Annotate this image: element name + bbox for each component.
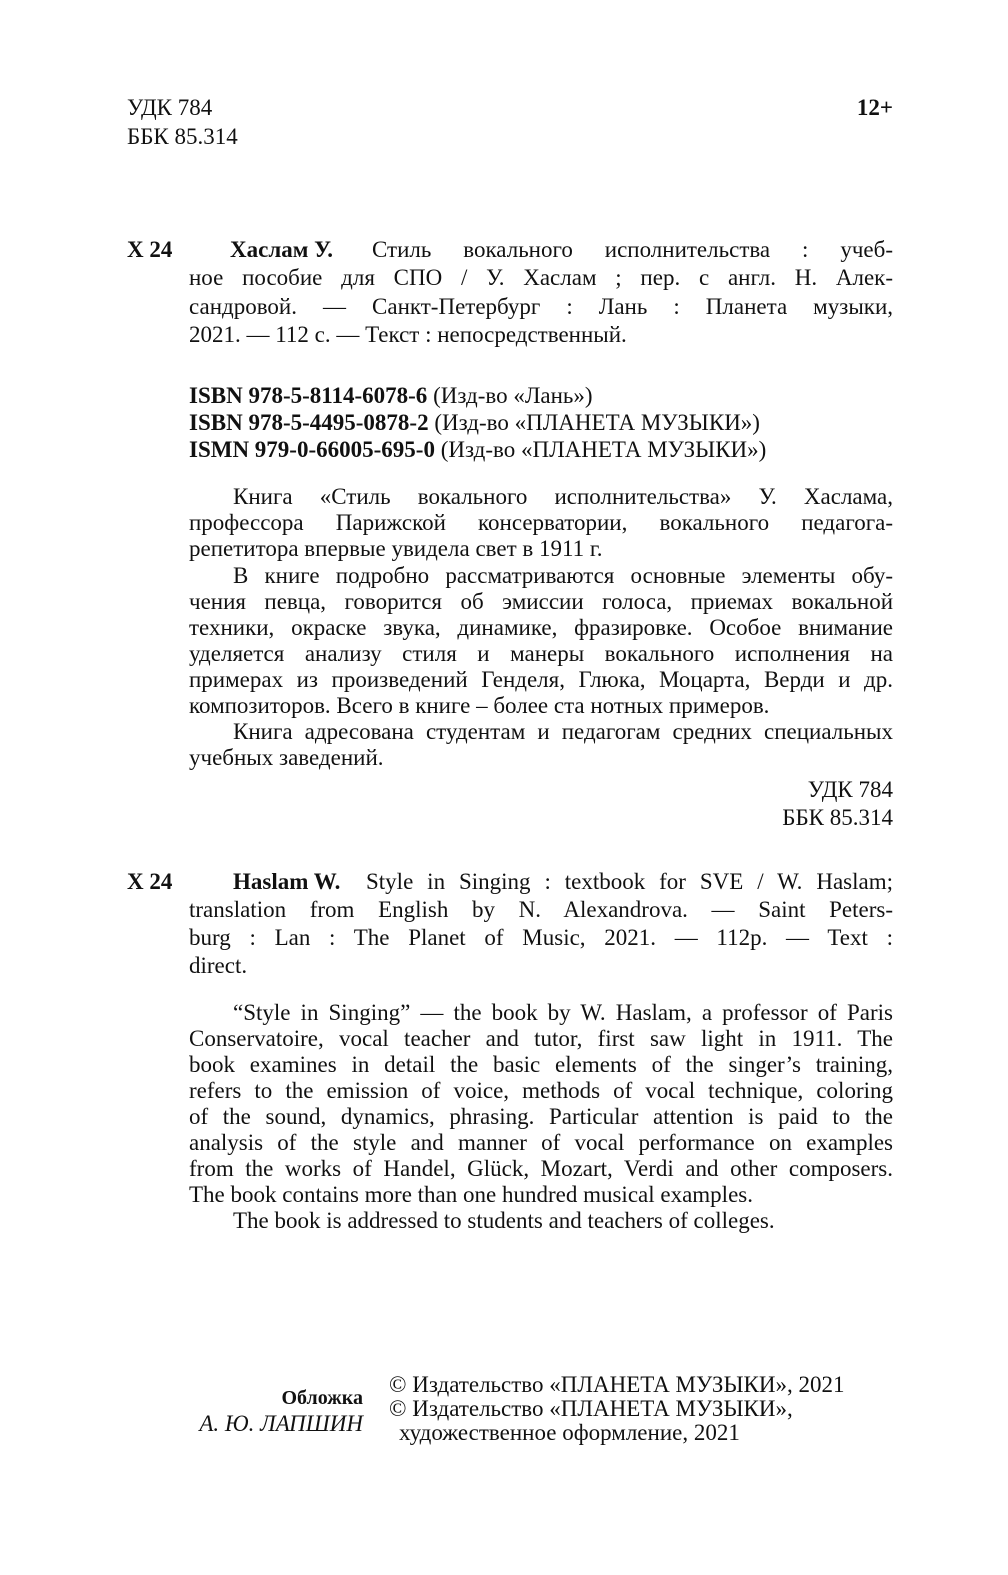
ru-entry-line-4: 2021. — 112 с. — Текст : непосредственный. bbox=[189, 322, 627, 347]
en-entry-line-2: translation from English by N. Alexandrova. — Saint Peters- bbox=[189, 897, 893, 922]
en-entry-line-4: direct. bbox=[189, 953, 248, 978]
en-abstract-line: refers to the emission of voice, methods of vocal technique, coloring bbox=[189, 1078, 893, 1103]
ru-abstract-line: Книга «Стиль вокального исполнительства» У. Хаслама, bbox=[233, 484, 893, 509]
ru-abstract-line: репетитора впервые увидела свет в 1911 г. bbox=[189, 536, 603, 561]
udk-header: УДК 784 bbox=[127, 95, 213, 120]
en-entry-line-3: burg : Lan : The Planet of Music, 2021. — 112p. — Text : bbox=[189, 925, 893, 950]
udk-footer: УДК 784 bbox=[807, 777, 893, 802]
ru-abstract-line: учебных заведений. bbox=[189, 745, 384, 770]
ru-abstract-line: В книге подробно рассматриваются основные элементы обу- bbox=[233, 563, 893, 588]
en-abstract-line: book examines in detail the basic elements of the singer’s training, bbox=[189, 1052, 893, 1077]
ru-abstract-line: чения певца, говорится об эмиссии голоса, приемах вокальной bbox=[189, 589, 893, 614]
isbn-number: ISBN 978-5-4495-0878-2 bbox=[189, 410, 429, 435]
isbn-number: ISBN 978-5-8114-6078-6 bbox=[189, 383, 428, 408]
en-abstract-line: analysis of the style and manner of vocal performance on examples bbox=[189, 1130, 893, 1155]
isbn-line bbox=[189, 383, 593, 409]
en-author: Haslam W. bbox=[233, 869, 341, 894]
en-entry-line-1: Style in Singing : textbook for SVE / W. Haslam; bbox=[366, 869, 893, 894]
isbn-publisher: (Изд-во «ПЛАНЕТА МУЗЫКИ») bbox=[434, 410, 760, 435]
ru-catalog-code: Х 24 bbox=[127, 237, 173, 262]
ismn-publisher: (Изд-во «ПЛАНЕТА МУЗЫКИ») bbox=[440, 437, 767, 462]
ru-abstract-line: композиторов. Всего в книге – более ста нотных примеров. bbox=[189, 693, 770, 718]
ru-author: Хаслам У. bbox=[230, 237, 334, 262]
en-abstract-line: “Style in Singing” — the book by W. Haslam, a professor of Paris bbox=[233, 1000, 893, 1025]
ru-abstract-line: Книга адресована студентам и педагогам средних специальных bbox=[233, 719, 893, 744]
ru-entry-line-3: сандровой. — Санкт-Петербург : Лань : Планета музыки, bbox=[189, 294, 893, 319]
bbk-header: ББК 85.314 bbox=[127, 124, 238, 149]
isbn-line bbox=[189, 410, 760, 436]
ru-abstract-line: примерах из произведений Генделя, Глюка, Моцарта, Верди и др. bbox=[189, 667, 893, 692]
ru-abstract-line: техники, окраске звука, динамике, фразировке. Особое внимание bbox=[189, 615, 893, 640]
ru-entry-line-2: ное пособие для СПО / У. Хаслам ; пер. с англ. Н. Алек- bbox=[189, 265, 893, 290]
cover-artist: А. Ю. ЛАПШИН bbox=[199, 1411, 363, 1436]
copyright-line: © Издательство «ПЛАНЕТА МУЗЫКИ», bbox=[389, 1396, 793, 1421]
cover-label: Обложка bbox=[281, 1387, 363, 1409]
en-abstract-line: Conservatoire, vocal teacher and tutor, first saw light in 1911. The bbox=[189, 1026, 893, 1051]
ismn-number: ISMN 979-0-66005-695-0 bbox=[189, 437, 435, 462]
en-catalog-code: Х 24 bbox=[127, 869, 173, 894]
en-abstract-line: from the works of Handel, Glück, Mozart, Verdi and other composers. bbox=[189, 1156, 893, 1181]
copyright-line: художественное оформление, 2021 bbox=[399, 1420, 740, 1445]
age-rating: 12+ bbox=[856, 95, 893, 120]
en-abstract-line: of the sound, dynamics, phrasing. Particular attention is paid to the bbox=[189, 1104, 893, 1129]
copyright-line: © Издательство «ПЛАНЕТА МУЗЫКИ», 2021 bbox=[389, 1372, 845, 1397]
ismn-line bbox=[189, 437, 766, 463]
en-abstract-line: The book is addressed to students and teachers of colleges. bbox=[233, 1208, 775, 1233]
en-abstract-line: The book contains more than one hundred musical examples. bbox=[189, 1182, 753, 1207]
ru-entry-line-1: Стиль вокального исполнительства : учеб- bbox=[372, 237, 893, 262]
bbk-footer: ББК 85.314 bbox=[782, 805, 893, 830]
ru-abstract-line: уделяется анализу стиля и манеры вокального исполнения на bbox=[189, 641, 893, 666]
ru-abstract-line: профессора Парижской консерватории, вокального педагога- bbox=[189, 510, 893, 535]
isbn-publisher: (Изд-во «Лань») bbox=[433, 383, 593, 408]
